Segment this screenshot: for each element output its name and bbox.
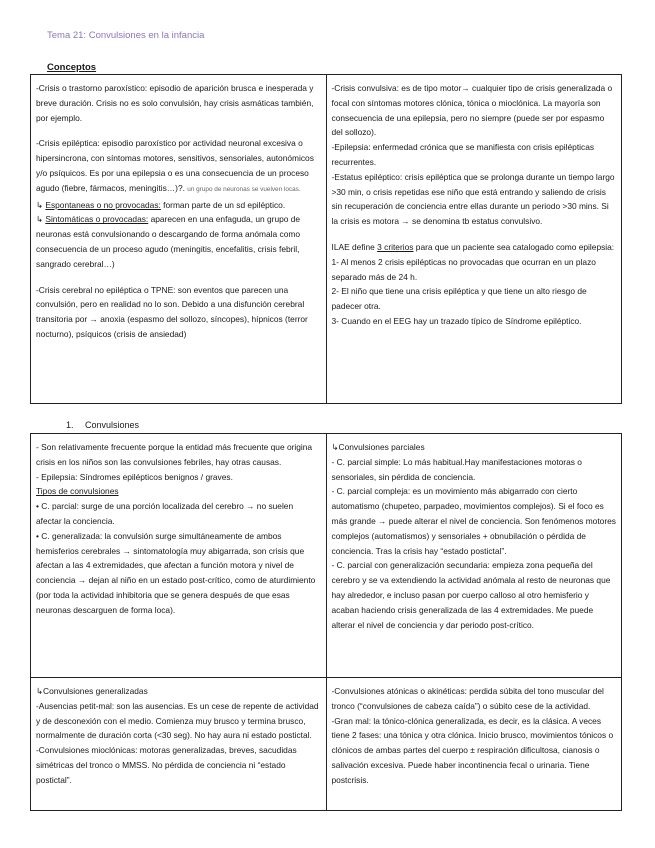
tipo-parcial: • C. parcial: surge de una porción localizada del cerebro → no suelen afectar la conciencia. <box>36 501 294 526</box>
tipos-heading: Tipos de convulsiones <box>36 486 119 497</box>
convulsiones-atonicas-cell <box>326 678 622 811</box>
convulsiones-table <box>30 433 622 811</box>
convulsiones-heading: 1. Convulsiones <box>66 420 140 430</box>
parcial-compleja: - C. parcial compleja: es un movimiento más abigarrado con cierto automatismo (chupeteo, parpadeo, movimientos complejos). Si el foco es más grande → puede alterar el nivel de conciencia. Son fenómenos motores complejos (automatismos) y sensoriales + obnubilación o pérdida de conciencia. Tras la crisis hay “estado postictal”. <box>331 486 616 556</box>
ilae-criterio-2: 2- El niño que tiene una crisis epiléptica y que tiene un alto riesgo de padecer otra. <box>331 286 587 312</box>
def-crisis: -Crisis o trastorno paroxístico: episodio de aparición brusca e inesperada y breve duración. Crisis no es solo convulsión, hay crisis asmáticas también, por ejemplo. <box>36 83 314 123</box>
generalizadas-heading: ↳Convulsiones generalizadas <box>36 686 148 696</box>
ausencias: -Ausencias petit-mal: son las ausencias. Es un cese de repente de actividad y de desconexión con el medio. Comienza muy brusco y termina brusco, normalmente de duración corta (<30 seg). No hay aura ni estado postictal. <box>36 700 319 741</box>
mioclonicas: -Convulsiones mioclónicas: motoras generalizadas, breves, sacudidas simétricas del tronco o MMSS. No pérdida de conciencia ni “estado postictal”. <box>36 745 297 785</box>
parcial-simple: - C. parcial simple: Lo más habitual.Hay manifestaciones motoras o sensoriales, sin pérdida de conciencia. <box>331 456 582 482</box>
ilae-criterio-1: 1- Al menos 2 crisis epilépticas no provocadas que ocurran en un plazo separado más de 24 h. <box>331 256 596 282</box>
def-epilepsia: -Epilepsia: enfermedad crónica que se manifiesta con crisis epilépticas recurrentes. <box>331 142 595 167</box>
def-espontaneas: ↳ Espontaneas o no provocadas: forman parte de un sd epiléptico. <box>36 199 286 210</box>
ilae-intro: ILAE define 3 criterios para que un paciente sea catalogado como epilepsia: <box>331 241 615 252</box>
def-tpne: -Crisis cerebral no epiléptica o TPNE: son eventos que parecen una convulsión, pero en realidad no lo son. Debido a una disfunción cerebral transitoria por → anoxia (espasmo del sollozo, síncopes), hípnicos (terror nocturno), psíquicos (crisis de ansiedad) <box>36 284 308 339</box>
conceptos-table <box>30 74 622 404</box>
def-estatus: -Estatus epiléptico: crisis epiléptica que se prolonga durante un tiempo largo >30 min, o crisis repetidas ese niño que está entrando y saliendo de crisis sin recuperación de conciencia entre ellas durante un periodo >30 mins. Si la crisis es motora → se denomina tb estatus convulsivo. <box>331 171 615 227</box>
convulsiones-parciales-cell <box>326 434 622 678</box>
note-neuronas: un grupo de neuronas se vuelven locas. <box>187 185 301 193</box>
def-sintomaticas: ↳ Sintomáticas o provocadas: aparecen en una enfaguda, un grupo de neuronas está convulsionando o descargando de forma anómala como consecuencia de un proceso agudo (meningitis, encefalitis, crisis febril, sangrado cerebral…) <box>36 214 301 269</box>
gran-mal: -Gran mal: la tónico-clónica generalizada, es decir, es la clásica. A veces tiene 2 fases: una tónica y otra clónica. Inicio brusco, movimientos tónicos o clónicos de ambas partes del cuerpo ± respiración dificultosa, cianosis o salivación excesiva. Puede haber incontinencia fecal o urinaria. Tiene postcrisis. <box>331 715 614 785</box>
convulsiones-general-cell <box>31 434 327 678</box>
conceptos-heading: Conceptos <box>47 62 97 73</box>
ilae-criterio-3: 3- Cuando en el EEG hay un trazado típico de Síndrome epiléptico. <box>331 315 582 326</box>
tipo-generalizada: • C. generalizada: la convulsión surge simultáneamente de ambos hemisferios cerebrales → sintomatología muy abigarrada, son crisis que afectan a las 4 extremidades, que afectan a función motora y nivel de conciencia → dejan al niño en un estado post-crítico, como de aturdimiento (por toda la actividad inhibitoria que se genera después de que esas neuronas descarguen de forma loca). <box>36 530 316 615</box>
atonicas: -Convulsiones atónicas o akinéticas: perdida súbita del tono muscular del tronco (“convulsiones de cabeza caída”) o súbito cese de la actividad. <box>331 686 604 711</box>
parciales-heading: ↳Convulsiones parciales <box>331 442 425 452</box>
conv-epilepsia: - Epilepsia: Síndromes epilépticos benignos / graves. <box>36 471 233 482</box>
page-title: Tema 21: Convulsiones en la infancia <box>47 30 205 41</box>
conceptos-right-cell <box>326 75 622 404</box>
def-crisis-epileptica: -Crisis epiléptica: episodio paroxístico por actividad neuronal excesiva o hipersincrona, con síntomas motores, sensitivos, sensoriales, autonómicos y/o psíquicos. Es por una epilepsia o es una consecuencia de un proceso agudo (fiebre, fármacos, meningitis…)?. un grupo de neuronas se vuelven locas. <box>36 138 314 193</box>
conv-frecuencia: - Son relativamente frecuente porque la entidad más frecuente que origina crisis en los niños son las convulsiones febriles, hay otras causas. <box>36 442 313 467</box>
convulsiones-generalizadas-cell <box>31 678 327 811</box>
def-crisis-convulsiva: -Crisis convulsiva: es de tipo motor→ cualquier tipo de crisis generalizada o focal con síntomas motores clónica, tónica o mioclónica. La mayoría son consecuencia de una epilepsia, pero no siempre (puede ser por espasmo del sollozo). <box>331 83 613 138</box>
conceptos-left-cell <box>31 75 327 404</box>
parcial-generalizacion: - C. parcial con generalización secundaria: empieza zona pequeña del cerebro y se va extendiendo la actividad anómala al resto de neuronas que hay alrededor, e incluso pasan por cuerpo calloso al otro hemisferio y acaban haciendo crisis generalizada de las 4 extremidades. Me puede alterar el nivel de conciencia y dar periodo post-crítico. <box>331 560 611 630</box>
